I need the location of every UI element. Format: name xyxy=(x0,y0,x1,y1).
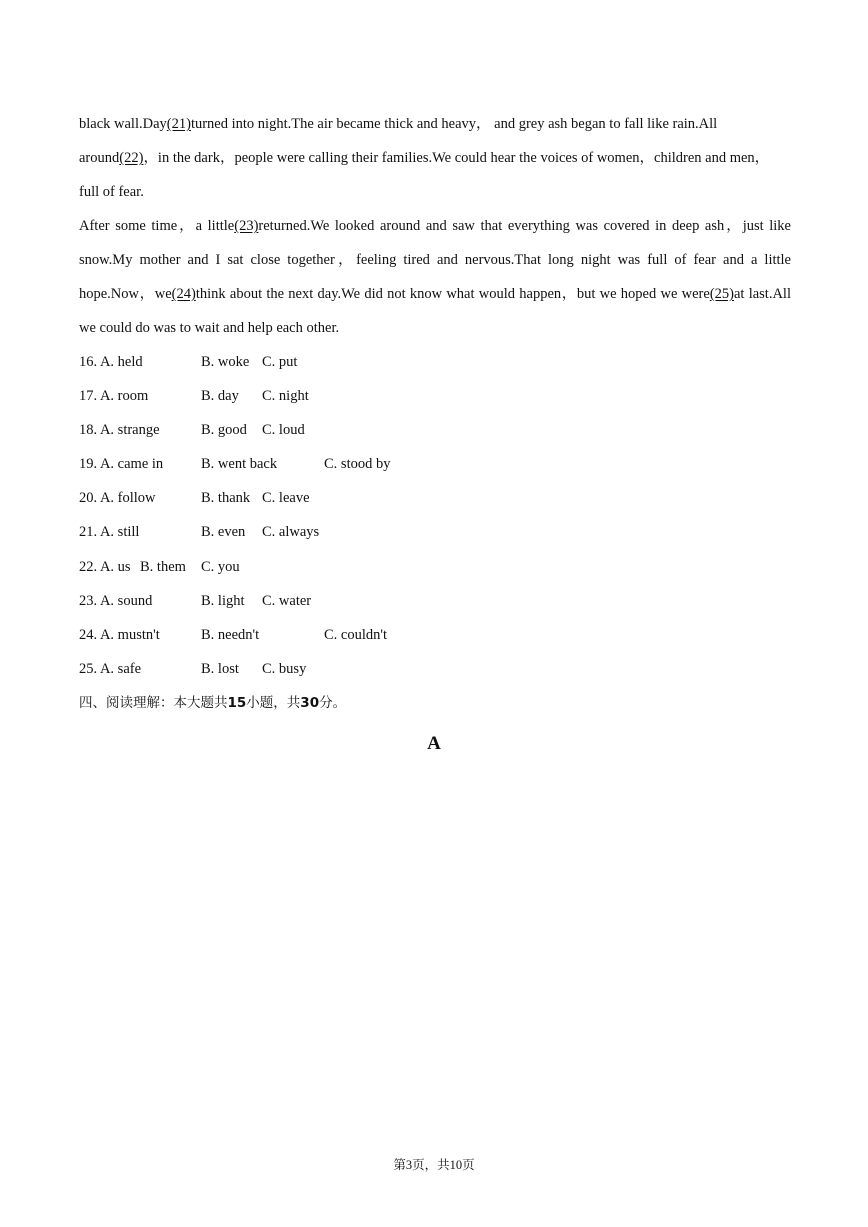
option-a: 16. A. held xyxy=(79,354,143,370)
passage-paragraph-2: After some time，a little(23)returned.We looked around and saw that everything was covered in deep ash，just like snow.My mother and I sat close together，feeling tired and nervous.That long night was full of fear and a little hope.Now，we(24)think about the next day.We did not know what would happen，but we hoped we were(25)at last.All we could do was to wait and help each other. xyxy=(79,218,791,336)
option-row-21 xyxy=(79,515,579,549)
option-a: 21. A. still xyxy=(79,524,140,541)
passage-label: A xyxy=(427,733,441,754)
option-b: B. good xyxy=(201,422,247,439)
option-row-17 xyxy=(79,379,579,413)
blank-24: (24) xyxy=(171,286,196,302)
option-c: C. water xyxy=(262,592,312,609)
cloze-passage xyxy=(79,107,791,345)
option-c: C. couldn't xyxy=(324,626,388,643)
option-c: C. night xyxy=(262,388,309,405)
option-row-25 xyxy=(79,652,579,686)
option-c: C. busy xyxy=(262,660,307,677)
option-a: 22. A. us xyxy=(79,558,131,575)
option-row-18 xyxy=(79,413,579,447)
option-b: B. woke xyxy=(201,354,250,370)
option-row-20 xyxy=(79,481,579,515)
blank-22: (22) xyxy=(119,150,144,166)
option-row-16 xyxy=(79,345,579,379)
option-a: 24. A. mustn't xyxy=(79,626,160,643)
page-number-footer: 第3页，共10页 xyxy=(393,1158,475,1172)
passage-line-1: black wall.Day(21)turned into night.The air became thick and heavy， and grey ash began to fall like rain.All xyxy=(79,116,718,132)
option-c: C. you xyxy=(201,558,240,575)
option-b: B. day xyxy=(201,388,239,405)
option-b: B. thank xyxy=(201,490,251,507)
option-a: 25. A. safe xyxy=(79,660,142,677)
option-c: C. loud xyxy=(262,422,305,439)
passage-line-3: full of fear. xyxy=(79,184,144,200)
option-row-24 xyxy=(79,618,579,652)
option-a: 20. A. follow xyxy=(79,490,156,507)
option-b: B. light xyxy=(201,592,245,609)
option-a: 19. A. came in xyxy=(79,456,164,473)
option-a: 17. A. room xyxy=(79,388,149,405)
option-b: B. needn't xyxy=(201,626,260,643)
option-row-19 xyxy=(79,447,579,481)
answer-options xyxy=(79,345,579,686)
option-c: C. leave xyxy=(262,490,310,507)
blank-25: (25) xyxy=(709,286,734,302)
blank-21: (21) xyxy=(166,116,191,132)
option-b: B. them xyxy=(140,558,186,575)
option-a: 23. A. sound xyxy=(79,592,153,609)
passage-line-2: around(22)，in the dark，people were calling their families.We could hear the voices of women，children and men， xyxy=(79,150,770,166)
option-b: B. even xyxy=(201,524,246,541)
option-c: C. always xyxy=(262,524,320,541)
option-a: 18. A. strange xyxy=(79,422,160,439)
section-heading: 四、阅读理解：本大题共15小题，共30分。 xyxy=(79,695,347,711)
option-row-23 xyxy=(79,584,579,618)
option-b: B. lost xyxy=(201,660,239,677)
option-c: C. stood by xyxy=(324,456,391,473)
option-b: B. went back xyxy=(201,456,278,473)
option-row-22 xyxy=(79,550,579,584)
blank-23: (23) xyxy=(234,218,259,234)
option-c: C. put xyxy=(262,354,298,370)
